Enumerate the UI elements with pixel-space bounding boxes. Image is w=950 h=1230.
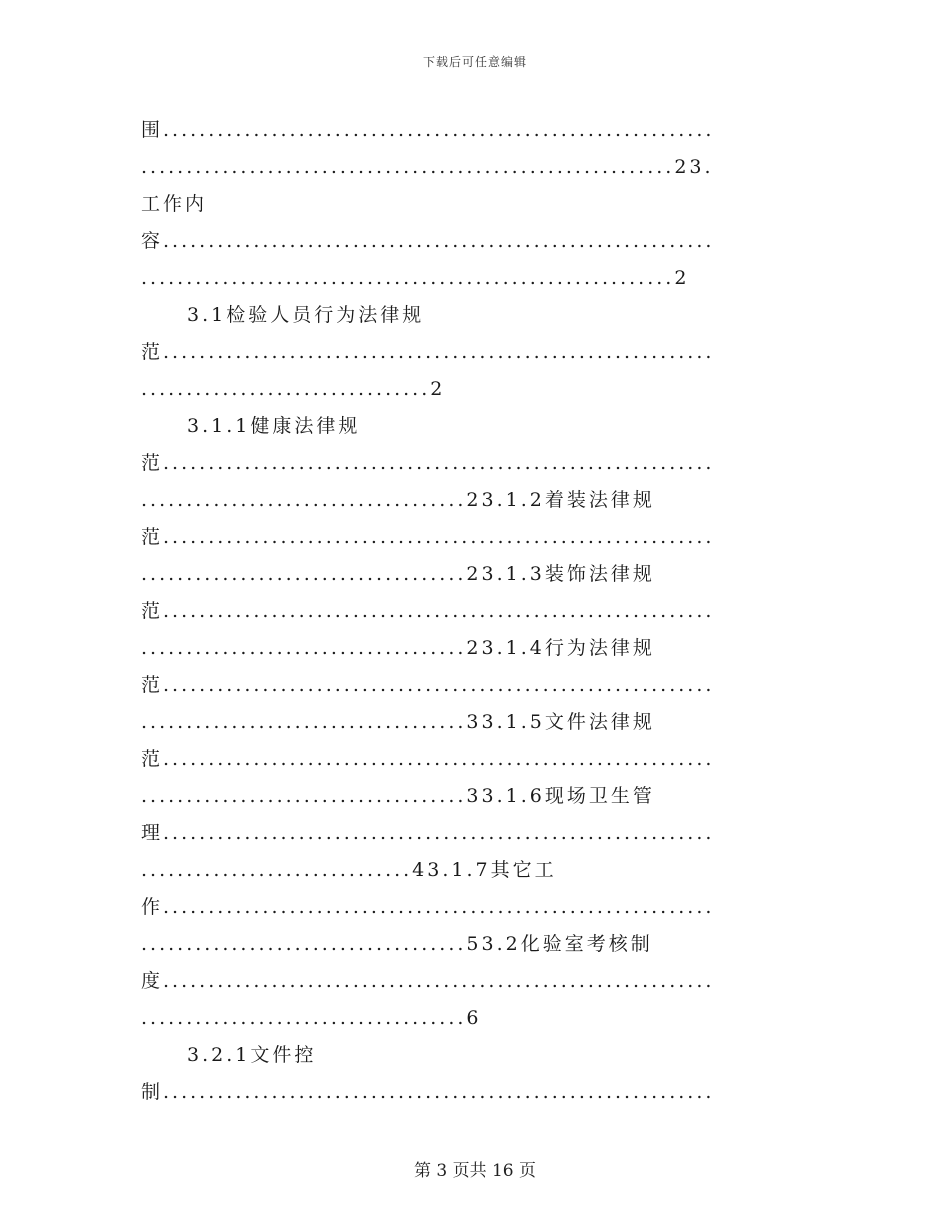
toc-line (141, 928, 811, 965)
toc-line (141, 1076, 811, 1113)
toc-line (141, 225, 811, 262)
toc-line (141, 447, 811, 484)
table-of-contents (141, 114, 811, 1113)
toc-line-text: 工作内 (141, 193, 208, 215)
toc-line-text: 范............................................................. (141, 600, 715, 622)
toc-line (141, 262, 811, 299)
toc-line (141, 632, 811, 669)
toc-line (141, 521, 811, 558)
toc-line-text: 范............................................................. (141, 341, 715, 363)
toc-line (141, 410, 811, 447)
toc-line-text: 3.2.1文件控 (187, 1044, 317, 1066)
toc-line-text: ....................................23.1.2着装法律规 (141, 489, 655, 511)
toc-line-text: 度............................................................. (141, 970, 715, 992)
toc-line-text: 范............................................................. (141, 674, 715, 696)
toc-line-text: 范............................................................. (141, 526, 715, 548)
toc-line-text: 3.1.1健康法律规 (187, 415, 361, 437)
toc-line-text: ....................................33.1.5文件法律规 (141, 711, 655, 733)
toc-line-text: ....................................23.1.3装饰法律规 (141, 563, 655, 585)
toc-line-text: 范............................................................. (141, 748, 715, 770)
toc-line (141, 373, 811, 410)
toc-line (141, 484, 811, 521)
toc-line-text: ................................2 (141, 378, 446, 400)
toc-line (141, 854, 811, 891)
toc-line-text: 3.1检验人员行为法律规 (187, 304, 425, 326)
toc-line-text: 理............................................................. (141, 822, 715, 844)
page-header: 下载后可任意编辑 (422, 55, 527, 69)
toc-line (141, 669, 811, 706)
toc-line-text: ...........................................................23. (141, 156, 714, 178)
toc-line (141, 1039, 811, 1076)
toc-line-text: ....................................6 (141, 1007, 482, 1029)
toc-line (141, 188, 811, 225)
toc-line (141, 965, 811, 1002)
toc-line-text: ....................................33.1.6现场卫生管 (141, 785, 655, 807)
toc-line (141, 891, 811, 928)
toc-line-text: 制............................................................. (141, 1081, 715, 1103)
toc-line (141, 706, 811, 743)
toc-line-text: 范............................................................. (141, 452, 715, 474)
toc-line-text: ....................................23.1.4行为法律规 (141, 637, 655, 659)
toc-line-text: 作............................................................. (141, 896, 715, 918)
toc-line-text: 围............................................................. (141, 119, 715, 141)
toc-line (141, 299, 811, 336)
toc-line (141, 780, 811, 817)
toc-line-text: ...........................................................2 (141, 267, 690, 289)
toc-line (141, 595, 811, 632)
toc-line (141, 743, 811, 780)
toc-line (141, 114, 811, 151)
toc-line (141, 558, 811, 595)
toc-line (141, 1002, 811, 1039)
toc-line-text: 容............................................................. (141, 230, 715, 252)
toc-line-text: ..............................43.1.7其它工 (141, 859, 557, 881)
toc-line (141, 336, 811, 373)
toc-line (141, 151, 811, 188)
toc-line (141, 817, 811, 854)
page-footer: 第 3 页共 16 页 (413, 1161, 537, 1181)
toc-line-text: ....................................53.2化验室考核制 (141, 933, 653, 955)
